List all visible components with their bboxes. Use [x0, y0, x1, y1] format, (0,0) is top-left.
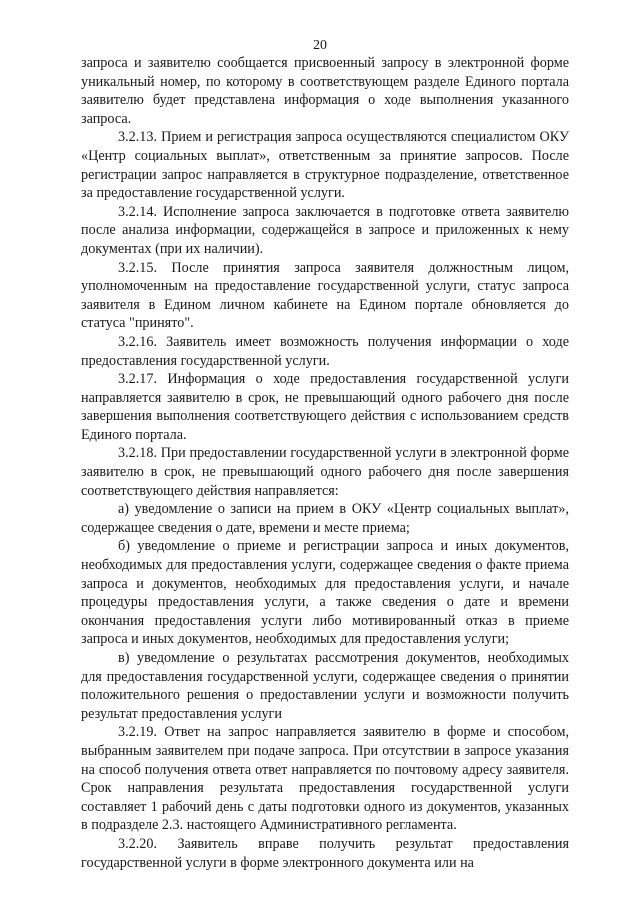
- list-item-v: в) уведомление о результатах рассмотрения документов, необходимых для предоставления государственной услуги, содержащее сведения о принятии положительного решения о предоставлении услуги и возможности получить результат предоставления услуги: [81, 650, 569, 722]
- paragraph-3-2-15: 3.2.15. После принятия запроса заявителя должностным лицом, уполномоченным на предоставление государственной услуги, статус запроса заявителя в Едином личном кабинете на Едином портале обновляется до статуса "принято".: [81, 259, 569, 332]
- document-body: [81, 54, 569, 872]
- paragraph-continuation: запроса и заявителю сообщается присвоенный запросу в электронной форме уникальный номер, по которому в соответствующем разделе Единого портала заявителю будет представлена информация о ходе выполнения указанного запроса.: [81, 55, 569, 127]
- list-item-a: а) уведомление о записи на прием в ОКУ «Центр социальных выплат», содержащее сведения о дате, времени и месте приема;: [81, 501, 569, 536]
- paragraph-3-2-17: 3.2.17. Информация о ходе предоставления государственной услуги направляется заявителю в срок, не превышающий одного рабочего дня после завершения выполнения соответствующего действия с использованием средств Единого портала.: [81, 371, 569, 443]
- paragraph-3-2-18: 3.2.18. При предоставлении государственной услуги в электронной форме заявителю в срок, не превышающий одного рабочего дня после завершения соответствующего действия направляется:: [81, 445, 569, 499]
- list-item-b: б) уведомление о приеме и регистрации запроса и иных документов, необходимых для предоставления услуги, содержащее сведения о факте приема запроса и документов, необходимых для предоставления услуги, и начале процедуры предоставления услуги, а также сведения о дате и времени окончания предоставления услуги либо мотивированный отказ в приеме запроса и иных документов, необходимых для предоставления услуги;: [81, 538, 569, 648]
- paragraph-3-2-13: 3.2.13. Прием и регистрация запроса осуществляются специалистом ОКУ «Центр социальных выплат», ответственным за принятие запросов. После регистрации запрос направляется в структурное подразделение, ответственное за предоставление государственной услуги.: [81, 129, 569, 202]
- paragraph-3-2-20: 3.2.20. Заявитель вправе получить результат предоставления государственной услуги в форме электронного документа или на: [81, 835, 569, 871]
- paragraph-3-2-19: 3.2.19. Ответ на запрос направляется заявителю в форме и способом, выбранным заявителем при подаче запроса. При отсутствии в запросе указания на способ получения ответа ответ направляется по почтовому адресу заявителя. Срок направления результата предоставления государственной услуги составляет 1 рабочий день с даты подготовки одного из документов, указанных в подразделе 2.3. настоящего Административного регламента.: [81, 724, 569, 834]
- paragraph-3-2-16: 3.2.16. Заявитель имеет возможность получения информации о ходе предоставления государственной услуги.: [81, 333, 569, 369]
- paragraph-3-2-14: 3.2.14. Исполнение запроса заключается в подготовке ответа заявителю после анализа информации, содержащейся в запросе и приложенных к нему документах (при их наличии).: [81, 203, 569, 257]
- page-number: 20: [313, 38, 327, 53]
